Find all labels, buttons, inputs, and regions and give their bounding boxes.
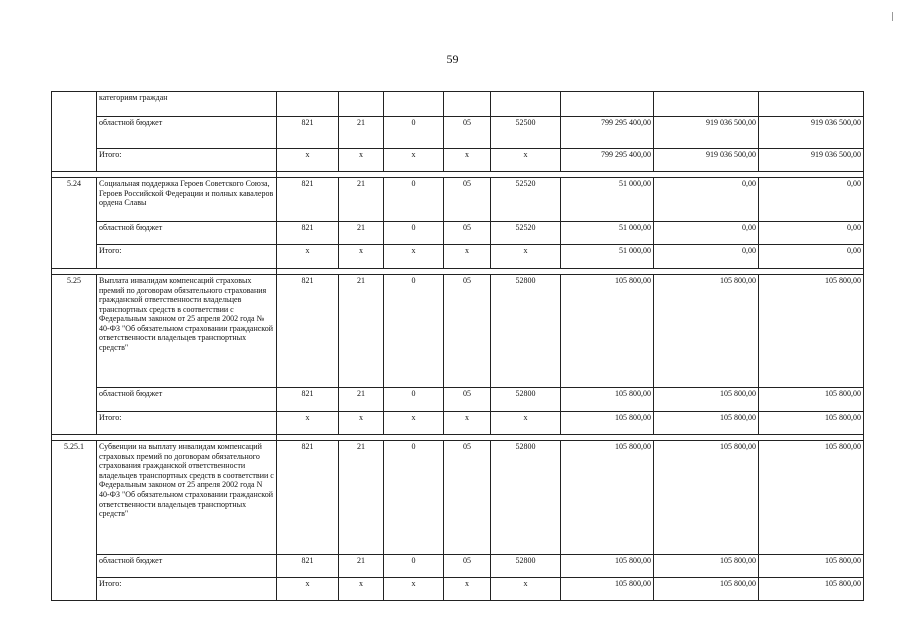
- cell-amount-3: [759, 92, 864, 117]
- cell-amount-3: 105 800,00: [759, 554, 864, 577]
- row-name: Выплата инвалидам компенсаций страховых премий по договорам обязательного страхования гражданской ответственности владельцев транспортных средств в соответствии с Федеральным законом от 25 апреля 2002 года № 40-ФЗ "Об обязательном страховании гражданской ответственности владельцев транспортных средств": [97, 274, 277, 388]
- table-row: [52, 178, 864, 222]
- cell-direction: х: [491, 148, 561, 171]
- cell-subprogram: 05: [444, 274, 491, 388]
- cell-amount-1: 51 000,00: [561, 178, 654, 222]
- cell-admin: 821: [277, 178, 339, 222]
- table-row: [52, 92, 864, 117]
- table-row: [52, 222, 864, 245]
- row-name: областной бюджет: [97, 117, 277, 149]
- cell-amount-2: 105 800,00: [654, 411, 759, 434]
- cell-program: 0: [384, 554, 444, 577]
- cell-section: х: [339, 411, 384, 434]
- cell-admin: [277, 92, 339, 117]
- cell-program: 0: [384, 117, 444, 149]
- cell-amount-1: 105 800,00: [561, 441, 654, 555]
- cell-amount-2: 0,00: [654, 178, 759, 222]
- cell-amount-3: 105 800,00: [759, 441, 864, 555]
- cell-subprogram: х: [444, 577, 491, 600]
- cell-admin: х: [277, 577, 339, 600]
- cell-amount-2: 919 036 500,00: [654, 148, 759, 171]
- cell-amount-1: 799 295 400,00: [561, 148, 654, 171]
- row-name: Социальная поддержка Героев Советского Союза, Героев Российской Федерации и полных кавалеров ордена Славы: [97, 178, 277, 222]
- cell-amount-1: 105 800,00: [561, 411, 654, 434]
- cell-section: х: [339, 148, 384, 171]
- row-number: [52, 92, 97, 172]
- row-name: Итого:: [97, 577, 277, 600]
- row-number: 5.25: [52, 274, 97, 434]
- cell-direction: 52800: [491, 274, 561, 388]
- cell-admin: х: [277, 411, 339, 434]
- cell-amount-1: 51 000,00: [561, 222, 654, 245]
- cell-amount-2: 105 800,00: [654, 388, 759, 411]
- table-row: [52, 388, 864, 411]
- table-row: [52, 117, 864, 149]
- cell-subprogram: [444, 92, 491, 117]
- cell-section: 21: [339, 178, 384, 222]
- cell-program: х: [384, 577, 444, 600]
- cell-section: 21: [339, 554, 384, 577]
- row-number: 5.25.1: [52, 441, 97, 601]
- cell-amount-1: 799 295 400,00: [561, 117, 654, 149]
- cell-section: 21: [339, 274, 384, 388]
- cell-subprogram: 05: [444, 222, 491, 245]
- table-row: [52, 577, 864, 600]
- row-number: 5.24: [52, 178, 97, 268]
- cell-direction: х: [491, 245, 561, 268]
- cell-amount-3: 105 800,00: [759, 411, 864, 434]
- cell-program: [384, 92, 444, 117]
- cell-amount-1: 105 800,00: [561, 388, 654, 411]
- page-number: 59: [446, 52, 459, 66]
- cell-direction: 52500: [491, 117, 561, 149]
- cell-admin: 821: [277, 222, 339, 245]
- cell-amount-2: 105 800,00: [654, 554, 759, 577]
- cell-subprogram: 05: [444, 178, 491, 222]
- cell-amount-2: 0,00: [654, 245, 759, 268]
- row-name: категориям граждан: [97, 92, 277, 117]
- table-body: [52, 92, 864, 601]
- cell-subprogram: х: [444, 245, 491, 268]
- cell-amount-2: 0,00: [654, 222, 759, 245]
- cell-direction: [491, 92, 561, 117]
- cell-amount-3: 105 800,00: [759, 388, 864, 411]
- cell-amount-3: 919 036 500,00: [759, 117, 864, 149]
- cell-amount-2: 105 800,00: [654, 274, 759, 388]
- cell-amount-1: 105 800,00: [561, 577, 654, 600]
- budget-table: [51, 91, 864, 601]
- cell-section: х: [339, 577, 384, 600]
- cell-admin: 821: [277, 441, 339, 555]
- cell-amount-3: 105 800,00: [759, 274, 864, 388]
- cell-program: 0: [384, 274, 444, 388]
- cell-direction: 52800: [491, 554, 561, 577]
- cell-subprogram: х: [444, 148, 491, 171]
- cell-direction: 52800: [491, 441, 561, 555]
- row-name: Итого:: [97, 411, 277, 434]
- cell-section: 21: [339, 222, 384, 245]
- table-row: [52, 148, 864, 171]
- cell-section: 21: [339, 117, 384, 149]
- cell-amount-3: 0,00: [759, 245, 864, 268]
- cell-subprogram: 05: [444, 388, 491, 411]
- cell-program: 0: [384, 222, 444, 245]
- table-row: [52, 411, 864, 434]
- edge-mark: [892, 12, 893, 21]
- cell-direction: 52520: [491, 222, 561, 245]
- cell-amount-3: 919 036 500,00: [759, 148, 864, 171]
- cell-subprogram: 05: [444, 117, 491, 149]
- cell-amount-1: 51 000,00: [561, 245, 654, 268]
- row-name: Субвенции на выплату инвалидам компенсаций страховых премий по договорам обязательного страхования гражданской ответственности владельцев транспортных средств в соответствии с Федеральным законом от 25 апреля 2002 года N 40-ФЗ "Об обязательном страховании гражданской ответственности владельцев транспортных средств": [97, 441, 277, 555]
- cell-amount-1: 105 800,00: [561, 274, 654, 388]
- row-name: областной бюджет: [97, 554, 277, 577]
- cell-admin: 821: [277, 554, 339, 577]
- row-name: Итого:: [97, 245, 277, 268]
- cell-direction: 52800: [491, 388, 561, 411]
- cell-amount-2: 105 800,00: [654, 441, 759, 555]
- cell-admin: 821: [277, 117, 339, 149]
- cell-program: 0: [384, 388, 444, 411]
- cell-amount-1: [561, 92, 654, 117]
- cell-program: 0: [384, 441, 444, 555]
- cell-program: 0: [384, 178, 444, 222]
- cell-admin: х: [277, 245, 339, 268]
- cell-section: [339, 92, 384, 117]
- cell-admin: 821: [277, 388, 339, 411]
- cell-section: 21: [339, 441, 384, 555]
- table-row: [52, 245, 864, 268]
- row-name: Итого:: [97, 148, 277, 171]
- cell-subprogram: 05: [444, 554, 491, 577]
- cell-amount-3: 0,00: [759, 178, 864, 222]
- cell-direction: х: [491, 577, 561, 600]
- row-name: областной бюджет: [97, 222, 277, 245]
- cell-admin: х: [277, 148, 339, 171]
- cell-admin: 821: [277, 274, 339, 388]
- cell-amount-3: 105 800,00: [759, 577, 864, 600]
- cell-section: 21: [339, 388, 384, 411]
- table-row: [52, 274, 864, 388]
- cell-section: х: [339, 245, 384, 268]
- cell-program: х: [384, 148, 444, 171]
- cell-amount-3: 0,00: [759, 222, 864, 245]
- cell-direction: 52520: [491, 178, 561, 222]
- cell-amount-2: 105 800,00: [654, 577, 759, 600]
- table-row: [52, 441, 864, 555]
- row-name: областной бюджет: [97, 388, 277, 411]
- cell-amount-1: 105 800,00: [561, 554, 654, 577]
- cell-subprogram: х: [444, 411, 491, 434]
- cell-direction: х: [491, 411, 561, 434]
- cell-amount-2: [654, 92, 759, 117]
- cell-amount-2: 919 036 500,00: [654, 117, 759, 149]
- cell-program: х: [384, 411, 444, 434]
- table-row: [52, 554, 864, 577]
- cell-subprogram: 05: [444, 441, 491, 555]
- cell-program: х: [384, 245, 444, 268]
